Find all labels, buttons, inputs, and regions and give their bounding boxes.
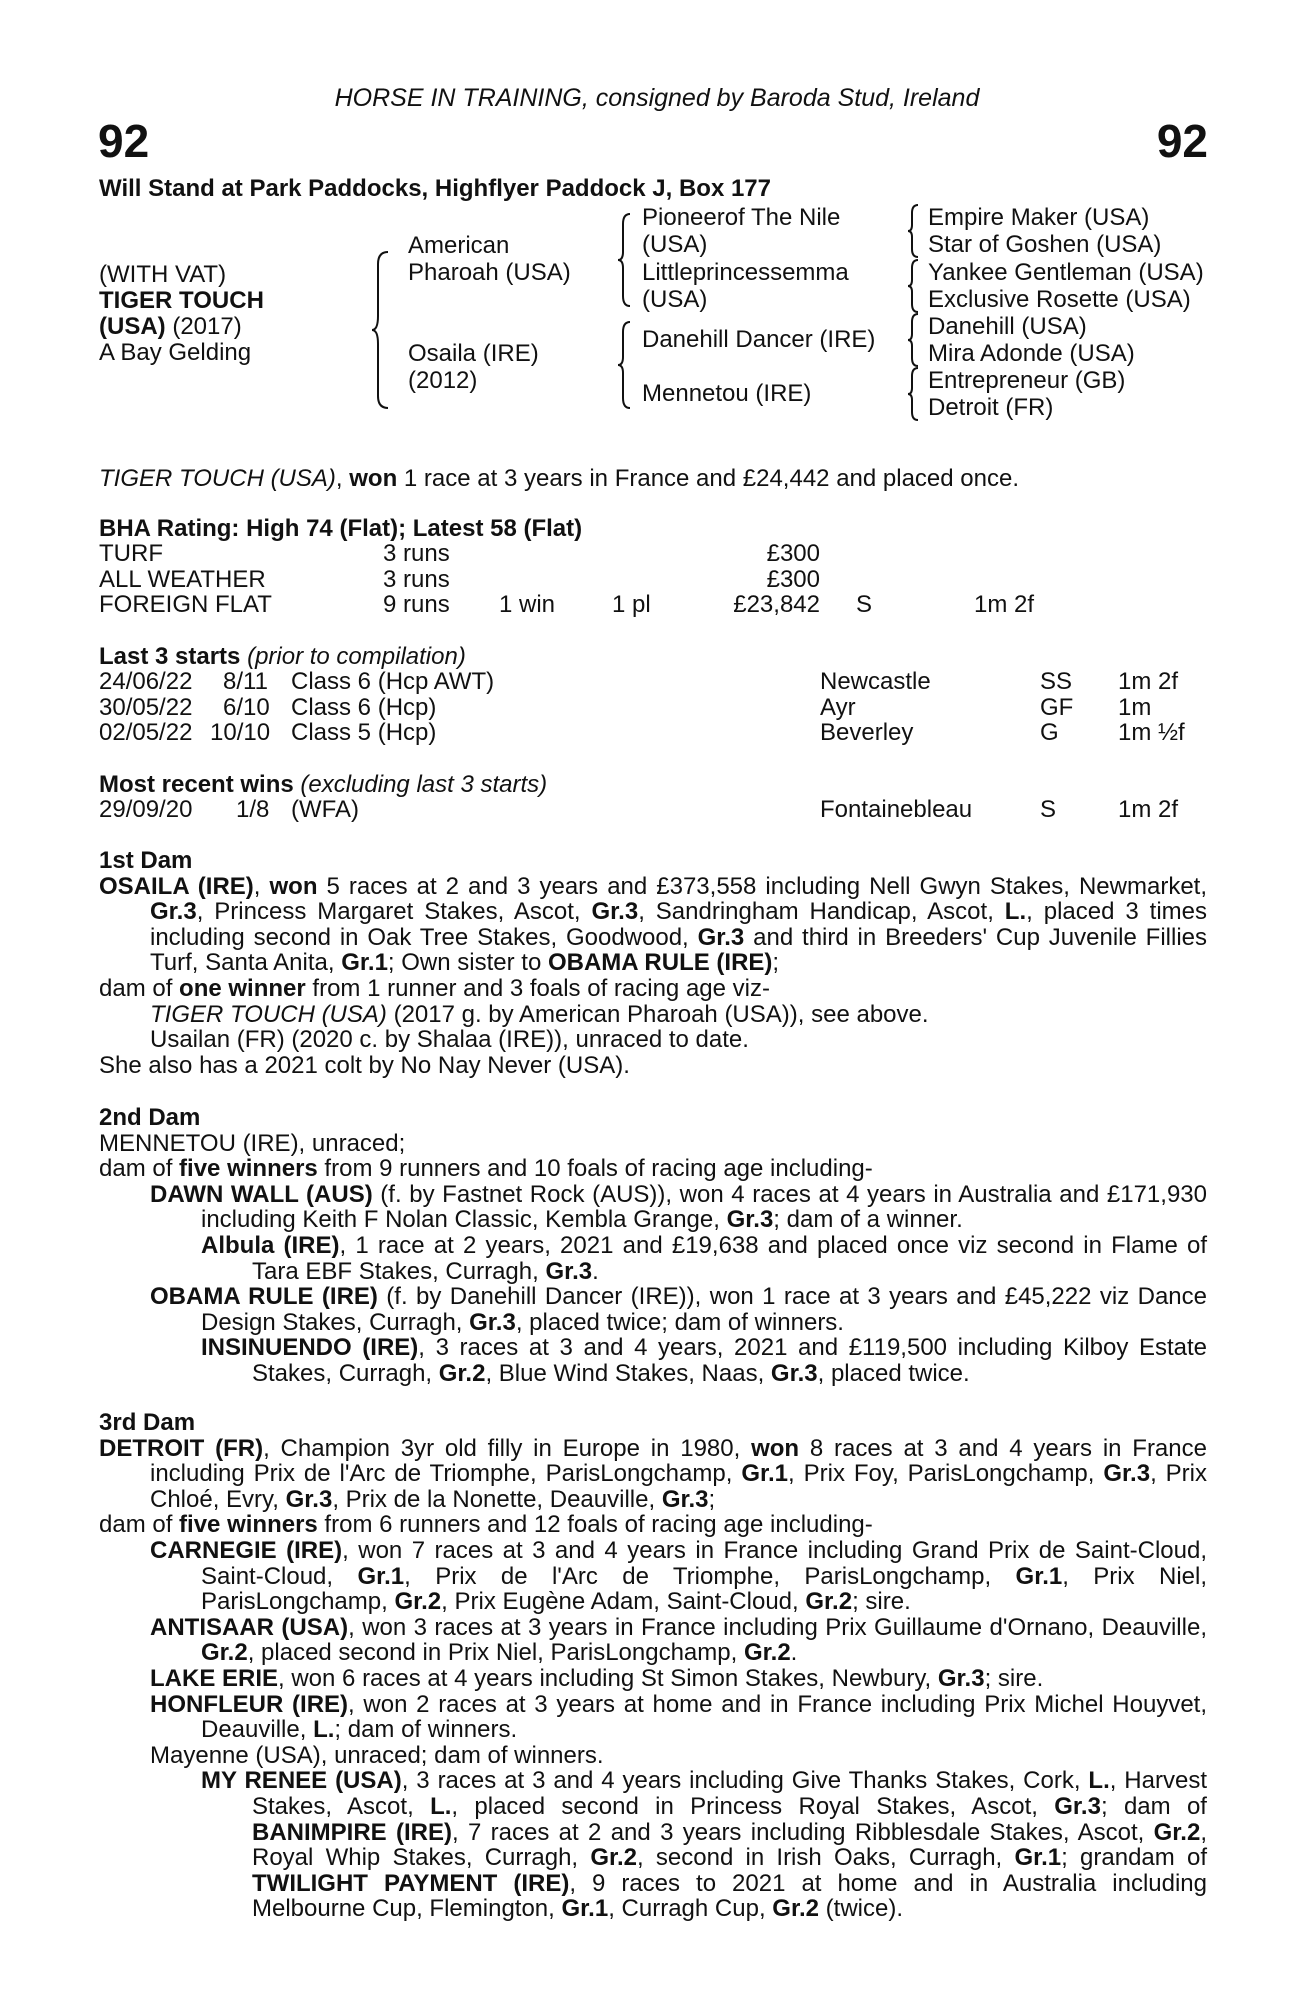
first-dam-produce-item: Usailan (FR) (2020 c. by Shalaa (IRE)), unraced to date. bbox=[150, 1026, 749, 1054]
third-dam-produce-item: Mayenne (USA), unraced; dam of winners. bbox=[150, 1741, 604, 1769]
start-race: Class 6 (Hcp AWT) bbox=[291, 668, 495, 695]
second-dam-record: MENNETOU (IRE), unraced; bbox=[99, 1129, 406, 1157]
bha-surface: TURF bbox=[99, 540, 163, 567]
win-course: Fontainebleau bbox=[820, 796, 973, 823]
bha-runs: 3 runs bbox=[383, 566, 450, 593]
start-distance: 1m bbox=[1118, 694, 1152, 721]
third-dam-produce-item: ANTISAAR (USA), won 3 races at 3 years in France including Prix Guillaume d'Ornano, Deauville, Gr.2, placed second in Prix Niel, ParisLongchamp, Gr.2. bbox=[150, 1613, 1207, 1667]
pedigree-ds: Danehill Dancer (IRE) bbox=[642, 326, 876, 353]
third-dam-produce-item: CARNEGIE (IRE), won 7 races at 3 and 4 years in France including Grand Prix de Saint-Cloud, Saint-Cloud, Gr.1, Prix de l'Arc de Triomphe, ParisLongchamp, Gr.1, Prix Niel, ParisLongchamp, Gr.2, Prix Eugène Adam, Saint-Cloud, Gr.2; sire. bbox=[150, 1536, 1208, 1616]
start-distance: 1m 2f bbox=[1118, 668, 1179, 695]
lot-number-left: 92 bbox=[98, 115, 150, 167]
start-going: G bbox=[1040, 719, 1059, 746]
second-dam-grand-produce-item: Albula (IRE), 1 race at 2 years, 2021 and £19,638 and placed once viz second in Flame of Tara EBF Stakes, Curragh, Gr.3. bbox=[201, 1231, 1207, 1285]
start-course: Beverley bbox=[820, 719, 914, 746]
pedigree-sire-line1: American bbox=[408, 232, 510, 259]
pedigree-ddd: Detroit (FR) bbox=[928, 394, 1054, 421]
bha-runs: 3 runs bbox=[383, 540, 450, 567]
pedigree-sss: Empire Maker (USA) bbox=[928, 204, 1150, 231]
start-race: Class 6 (Hcp) bbox=[291, 694, 437, 721]
stand-location: Will Stand at Park Paddocks, Highflyer Paddock J, Box 177 bbox=[99, 175, 771, 202]
first-dam-record: OSAILA (IRE), won 5 races at 2 and 3 years and £373,558 including Nell Gwyn Stakes, Newmarket, Gr.3, Princess Margaret Stakes, Ascot, Gr.3, Sandringham Handicap, Ascot, L., placed 3 times including second in Oak Tree Stakes, Goodwood, Gr.3 and third in Breeders' Cup Juvenile Fillies Turf, Santa Anita, Gr.1; Own sister to OBAMA RULE (IRE); bbox=[99, 872, 1208, 977]
horse-name: TIGER TOUCH bbox=[99, 287, 264, 314]
win-position: 1/8 bbox=[236, 796, 270, 823]
start-date: 02/05/22 bbox=[99, 719, 193, 746]
bha-prize: £300 bbox=[766, 566, 820, 593]
pedigree-brace-ds bbox=[906, 312, 922, 368]
pedigree-sd-line2: (USA) bbox=[642, 286, 708, 313]
pedigree-dam-line2: (2012) bbox=[408, 367, 478, 394]
start-position: 8/11 bbox=[223, 668, 268, 695]
pedigree-dss: Danehill (USA) bbox=[928, 313, 1087, 340]
recent-wins-heading: Most recent wins (excluding last 3 starts) bbox=[99, 771, 548, 798]
pedigree-dsd: Mira Adonde (USA) bbox=[928, 340, 1135, 367]
start-race: Class 5 (Hcp) bbox=[291, 719, 437, 746]
race-summary: TIGER TOUCH (USA), won 1 race at 3 years in France and £24,442 and placed once. bbox=[99, 465, 1019, 492]
second-dam-produce-item: DAWN WALL (AUS) (f. by Fastnet Rock (AUS)), won 4 races at 4 years in Australia and £171,930 including Keith F Nolan Classic, Kembla Grange, Gr.3; dam of a winner. bbox=[150, 1180, 1207, 1234]
horse-description: A Bay Gelding bbox=[99, 339, 252, 366]
start-position: 6/10 bbox=[223, 694, 270, 721]
pedigree-dds: Entrepreneur (GB) bbox=[928, 367, 1126, 394]
pedigree-sire-line2: Pharoah (USA) bbox=[408, 259, 571, 286]
pedigree-brace-sd bbox=[906, 258, 922, 314]
bha-prize: £300 bbox=[766, 540, 820, 567]
first-dam-note: She also has a 2021 colt by No Nay Never (USA). bbox=[99, 1051, 630, 1079]
first-dam-produce-summary: dam of one winner from 1 runner and 3 foals of racing age viz- bbox=[99, 974, 770, 1002]
win-distance: 1m 2f bbox=[1118, 796, 1179, 823]
third-dam-grand-produce-item: MY RENEE (USA), 3 races at 3 and 4 years including Give Thanks Stakes, Cork, L., Harvest Stakes, Ascot, L., placed second in Princess Royal Stakes, Ascot, Gr.3; dam of BANIMPIRE (IRE), 7 races at 2 and 3 years including Ribblesdale Stakes, Ascot, Gr.2, Royal Whip Stakes, Curragh, Gr.2, second in Irish Oaks, Curragh, Gr.1; grandam of TWILIGHT PAYMENT (IRE), 9 races to 2021 at home and in Australia including Melbourne Cup, Flemington, Gr.1, Curragh Cup, Gr.2 (twice). bbox=[201, 1767, 1207, 1923]
pedigree-brace-main bbox=[370, 250, 392, 410]
bha-placed: 1 pl bbox=[612, 591, 651, 618]
pedigree-sds: Yankee Gentleman (USA) bbox=[928, 259, 1204, 286]
first-dam-heading: 1st Dam bbox=[99, 847, 193, 874]
third-dam-section bbox=[99, 1410, 1207, 1922]
bha-rating: BHA Rating: High 74 (Flat); Latest 58 (Flat) bbox=[99, 515, 583, 542]
pedigree-dam-line1: Osaila (IRE) bbox=[408, 340, 539, 367]
second-dam-produce-item: OBAMA RULE (IRE) (f. by Danehill Dancer (IRE)), won 1 race at 3 years and £45,222 viz Dance Design Stakes, Curragh, Gr.3, placed twice; dam of winners. bbox=[150, 1283, 1207, 1336]
start-going: SS bbox=[1040, 668, 1073, 695]
bha-surface: FOREIGN FLAT bbox=[99, 591, 272, 618]
start-date: 24/06/22 bbox=[99, 668, 193, 695]
third-dam-produce-summary: dam of five winners from 6 runners and 12 foals of racing age including- bbox=[99, 1511, 873, 1539]
start-going: GF bbox=[1040, 694, 1074, 721]
start-date: 30/05/22 bbox=[99, 694, 193, 721]
start-position: 10/10 bbox=[210, 719, 271, 746]
second-dam-produce-summary: dam of five winners from 9 runners and 10 foals of racing age including- bbox=[99, 1155, 873, 1183]
pedigree-sd-line1: Littleprincessemma bbox=[642, 259, 849, 286]
pedigree-brace-ss bbox=[906, 203, 922, 259]
pedigree-dd: Mennetou (IRE) bbox=[642, 380, 812, 407]
pedigree-brace-dam bbox=[616, 320, 634, 410]
third-dam-record: DETROIT (FR), Champion 3yr old filly in Europe in 1980, won 8 races at 3 and 4 years in France including Prix de l'Arc de Triomphe, ParisLongchamp, Gr.1, Prix Foy, ParisLongchamp, Gr.3, Prix Chloé, Evry, Gr.3, Prix de la Nonette, Deauville, Gr.3; bbox=[99, 1434, 1207, 1513]
pedigree-brace-dd bbox=[906, 366, 922, 422]
start-course: Newcastle bbox=[820, 668, 931, 695]
bha-surface: ALL WEATHER bbox=[99, 566, 266, 593]
third-dam-heading: 3rd Dam bbox=[99, 1409, 196, 1436]
third-dam-produce-item: LAKE ERIE, won 6 races at 4 years including St Simon Stakes, Newbury, Gr.3; sire. bbox=[150, 1664, 1044, 1692]
bha-wins: 1 win bbox=[499, 591, 556, 618]
pedigree-ssd: Star of Goshen (USA) bbox=[928, 231, 1162, 258]
bha-runs: 9 runs bbox=[383, 591, 450, 618]
win-race: (WFA) bbox=[291, 796, 359, 823]
start-distance: 1m ½f bbox=[1118, 719, 1185, 746]
first-dam-section bbox=[99, 848, 1207, 1078]
start-course: Ayr bbox=[820, 694, 856, 721]
win-date: 29/09/20 bbox=[99, 796, 193, 823]
vat-note: (WITH VAT) bbox=[99, 261, 227, 288]
lot-number-right: 92 bbox=[1156, 115, 1208, 167]
bha-prize: £23,842 bbox=[733, 591, 820, 618]
first-dam-produce-item: TIGER TOUCH (USA) (2017 g. by American Pharoah (USA)), see above. bbox=[150, 1000, 929, 1028]
pedigree-ss-line1: Pioneerof The Nile bbox=[642, 204, 841, 231]
second-dam-grand-produce-item: INSINUENDO (IRE), 3 races at 3 and 4 years, 2021 and £119,500 including Kilboy Estate Stakes, Curragh, Gr.2, Blue Wind Stakes, Naas, Gr.3, placed twice. bbox=[201, 1334, 1208, 1387]
second-dam-section bbox=[99, 1105, 1207, 1387]
bha-distance: 1m 2f bbox=[974, 591, 1035, 618]
second-dam-heading: 2nd Dam bbox=[99, 1104, 201, 1131]
pedigree-sdd: Exclusive Rosette (USA) bbox=[928, 286, 1191, 313]
pedigree-brace-sire bbox=[616, 212, 634, 308]
bha-going: S bbox=[856, 591, 873, 618]
consignment-line: HORSE IN TRAINING, consigned by Baroda Stud, Ireland bbox=[334, 84, 980, 112]
last3-heading: Last 3 starts (prior to compilation) bbox=[99, 643, 466, 670]
horse-origin-year: (USA) (2017) bbox=[99, 313, 242, 340]
win-going: S bbox=[1040, 796, 1057, 823]
pedigree-ss-line2: (USA) bbox=[642, 231, 708, 258]
third-dam-produce-item: HONFLEUR (IRE), won 2 races at 3 years at home and in France including Prix Michel Houyvet, Deauville, L.; dam of winners. bbox=[150, 1690, 1208, 1744]
